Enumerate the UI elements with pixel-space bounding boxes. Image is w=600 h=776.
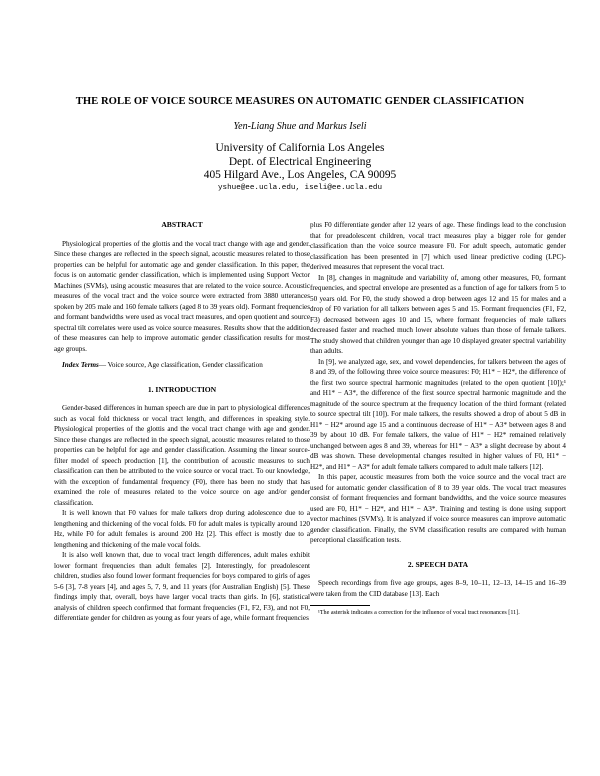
index-terms-text: — Voice source, Age classification, Gender classification (98, 361, 263, 369)
intro-paragraph: It is also well known that, due to vocal tract length differences, adult males exhibit lower formant frequencies than adult females [2]. Interestingly, for preadolescent children, studies also found lower formant frequencies for boys compared to girls of ages 5-6 [3], 7-8 years [4], and ages 5, 7, 9, and 11 years (for Australian English) [5]. These findings imply that, overall, boys have larger vocal tracts than girls. In [6], statistical analysis of children speech confirmed that formant frequencies (F1, F2, F3), and not F0, differentiate gender for children as young as four years of age, while formant frequencies (54, 551, 310, 622)
footnote: ¹The asterisk indicates a correction for the influence of vocal tract resonances [11]. (318, 610, 520, 616)
affiliation-line: University of California Los Angeles (215, 142, 385, 154)
left-column (54, 220, 310, 624)
intro-paragraph: Gender-based differences in human speech are due in part to physiological differences such as vocal fold thickness or vocal tract length, and differences in speaking style. Physiological properties of the glottis and the vocal tract change with age and gender. Since these changes are reflected in the speech signal, acoustic measures related to those properties can be helpful for age and gender classification. Assuming the linear source-filter model of speech production [1], the contribution of acoustic measures to such classification can then be attributed to the voice source or vocal tract. To our knowledge, with the exception of fundamental frequency (F0), there has been no study that has examined the role of measures related to the voice source on age and/or gender classification. (54, 404, 310, 507)
introduction-heading: 1. INTRODUCTION (147, 384, 217, 394)
paper-title: THE ROLE OF VOICE SOURCE MEASURES ON AUTOMATIC GENDER CLASSIFICATION (75, 96, 525, 107)
body-paragraph: In this paper, acoustic measures from both the voice source and the vocal tract are used for automatic gender classification of 8 to 39 year olds. The vocal tract measures consist of formant frequencies and formant bandwidths, and the voice source measures used are F0, H1* − H2*, and H1* − A3*. Training and testing is done using support vector machines (SVM's). It is analyzed if voice source measures can improve automatic gender classification. Finally, the SVM classification results are compared with human perceptional classification tests. (310, 473, 566, 544)
abstract-heading: ABSTRACT (161, 220, 203, 229)
affiliation (40, 142, 560, 183)
affiliation-line: Dept. of Electrical Engineering (228, 155, 372, 168)
body-paragraph: plus F0 differentiate gender after 12 years of age. These findings lead to the conclusion that for preadolescent children, vocal tract measures play a bigger role for gender classification than the voice source measure F0. For adult speech, automatic gender classification has been presented in [7] which used linear predictive coding (LPC)-derived measures that represent the vocal tract. (310, 221, 566, 271)
abstract-text: Physiological properties of the glottis and the vocal tract change with age and gender. Since these changes are reflected in the speech signal, acoustic measures related to those properties can be helpful for automatic age and gender classification. In this paper, the focus is on automatic gender classification, which is implemented using Support Vector Machines (SVMs), using acoustic measures that are related to the voice source. Acoustic measures of the vocal tract and the voice source were extracted from 3880 utterances spoken by 205 male and 160 female talkers (aged 8 to 39 years old). Formant frequencies and formant bandwidths were used as vocal tract measures, and open quotient and source spectral tilt correlates were used as voice source measures. Results show that the addition of these measures can help to improve automatic gender classification results for most age groups. (54, 239, 310, 353)
footnote-divider (310, 605, 370, 606)
paper-authors: Yen-Liang Shue and Markus Iseli (233, 121, 367, 132)
body-paragraph: In [8], changes in magnitude and variability of, among other measures, F0, formant frequencies, and spectral envelope are presented as a function of age for talkers from 5 to 50 years old. For F0, the study showed a drop between ages 12 and 15 for males and a drop of F0 variation for all talkers between ages 5 and 15. Formant frequencies (F1, F2, F3) decreased between ages 10 and 15, where formant frequencies of male talkers decreased faster and reached much lower absolute values than those of female talkers. The study showed that children younger than age 10 displayed greater spectral variability than adults. (310, 273, 566, 355)
index-terms-label: Index Terms (62, 361, 99, 369)
affiliation-line: 405 Hilgard Ave., Los Angeles, CA 90095 (203, 169, 397, 181)
index-terms (54, 360, 310, 371)
right-column (310, 220, 566, 617)
author-emails: yshue@ee.ucla.edu, iseli@ee.ucla.edu (217, 184, 383, 192)
speech-data-paragraph: Speech recordings from five age groups, ages 8–9, 10–11, 12–13, 14–15 and 16–39 were taken from the CID database [13]. Each (310, 579, 566, 598)
speech-data-heading: 2. SPEECH DATA (407, 559, 469, 569)
intro-paragraph: It is well known that F0 values for male talkers drop during adolescence due to a lengthening and thickening of the vocal folds. F0 for adult males is typically around 120 Hz, while F0 for adult females is around 200 Hz [2]. This effect is mostly due to a lengthening and thickening of the male vocal folds. (54, 509, 310, 549)
body-paragraph: In [9], we analyzed age, sex, and vowel dependencies, for talkers between the ages of 8 and 39, of the following three voice source measures: F0; H1* − H2*, the difference of the first two source spectral harmonic magnitudes (related to the open quotient [10]);¹ and H1* − A3*, the difference of the first source spectral harmonic magnitude and the magnitude of the source spectrum at the frequency location of the third formant (related to source spectral tilt [10]). For male talkers, the results showed a drop of about 5 dB in H1* − H2* around age 15 and a continuous decrease of H1* − A3* between ages 8 and 39 by about 10 dB. For female talkers, the value of H1* − H2* remained relatively unchanged between ages 8 and 39, whereas for H1* − A3* a slight decrease by about 4 dB was shown. These developmental changes resulted in higher values of F0, H1* − H2*, and H1* − A3* for adult female talkers compared to adult male talkers [12]. (310, 357, 566, 471)
